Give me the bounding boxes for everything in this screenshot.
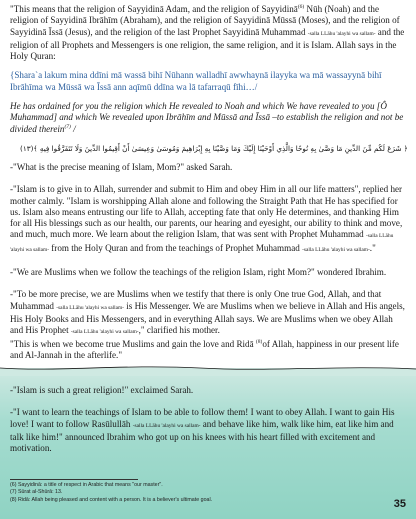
- footnote-6: (6) Sayyidinā: a title of respect in Arabic that means "our master".: [10, 482, 163, 488]
- footer-band-text: [10, 373, 408, 454]
- quran-arabic-verse: ﴿ شَرَعَ لَكُم مِّنَ الدِّينِ مَا وَصَّىٰ بِهِ نُوحًا وَالَّذِي أَوْحَيْنَا إِلَيْكَ وَمَا وَصَّيْنَا بِهِ إِبْرَاهِيمَ وَمُوسَىٰ وَعِيسَىٰ أَنْ أَقِيمُوا الدِّينَ وَلَا تَتَفَرَّقُوا فِيهِ ﴾(١٣): [20, 143, 408, 153]
- page-number: 35: [393, 498, 406, 510]
- paragraph-islam-meaning: -"Islam is to give in to Allah, surrender and submit to Him and obey Him in all our life matters", replied her mother calmly. "Islam is worshipping Allah alone and following the Straight Path that He has specified for us. Islam also means entrusting our life to Allah, accepting fate that only He determines, and thanking Him for all His blessings such as our health, our parents, our hearing and eyesight, our ability to think and move, and much, much more. We learn about the religion Islam, that was sent with Prophet Muhammad -salla LLāhu 'alayhi wa sallam- from the Holy Quran and from the teachings of Prophet Muhammad -salla LLāhu 'alayhi wa sallam-.": [10, 184, 403, 253]
- paragraph-ibrahim-question: -"We are Muslims when we follow the teachings of the religion Islam, right Mom?" wondered Ibrahim.: [10, 267, 387, 278]
- paragraph-sarah-question: -"What is the precise meaning of Islam, Mom?" asked Sarah.: [10, 161, 233, 172]
- footnote-7: (7) Sūrat al-Shūrā: 13.: [10, 489, 63, 496]
- paragraph-sarah-exclaim: -"Islam is such a great religion!" exclaimed Sarah.: [10, 385, 194, 395]
- paragraph-ibrahim-announce: -"I want to learn the teachings of Islam to be able to follow them! I want to obey Allah. I want to gain His love! I want to follow Rasūlullāh -salla LLāhu 'alayhi wa sallam- and behave like him, walk like him, eat like him and talk like him!" announced Ibrahim who got up on his knees with his heart filled with excitement and motivation.: [10, 407, 395, 454]
- footnote-rule: [10, 479, 138, 480]
- footnote-8: (8) Ridā: Allah being pleased and content with a person. It is a believer's ultimate goal.: [10, 496, 213, 503]
- paragraph-true-muslims: -"To be more precise, we are Muslims when we testify that there is only One true God, Allah, and that Muhammad -salla LLāhu 'alayhi wa sallam- is His Messenger. We are Muslims when we believe in Allah and His angels, His Holy Books and His Messengers, and in everything Allah says. We are Muslims when we obey Allah and His Prophet -salla LLāhu 'alayhi wa sallam-," clarified his mother. "This is when we become true Muslims and gain the love and Ridā $^{(8)}$of Allah, happiness in our present life and Al-Jannah in the afterlife.": [10, 289, 405, 360]
- paragraph-religion-one: "This means that the religion of Sayyidinā Adam, and the religion of Sayyidinā$^{(6)}$ Nūh (Noah) and the religion of Sayyidinā Ibrāhīm (Abraham), and the religion of Sayyidinā Mūssā (Moses), and the religion of Sayyidinā Īssā (Jesus), and the religion of the last Prophet Sayyidinā Muhammad -salla LLāhu 'alayhi wa sallam- and the religion of all Prophets and Messengers is one religion, the same religion, and it is Islam. Allah says in the Holy Quran:: [10, 3, 405, 62]
- footnotes: [10, 479, 350, 504]
- quran-transliteration: {Shara`a lakum mina ddīni mā wassā bihī Nūhann walladhī awwhaynā ilayyka wa mā wassayynā bihī Ibrāhīma wa Mūssā wa Īssā ann aqīmū ddīna wa lā tafarraqū fīhi…/: [10, 70, 382, 92]
- quran-translation: He has ordained for you the religion which He revealed to Noah and which We have revealed to you [Ô Muhammad] and which We revealed upon Ibrāhīm and Mūssā and Īssā –to establish the religion and not be divided therein$^{(7)}$ /: [10, 101, 404, 134]
- main-text: [10, 4, 408, 361]
